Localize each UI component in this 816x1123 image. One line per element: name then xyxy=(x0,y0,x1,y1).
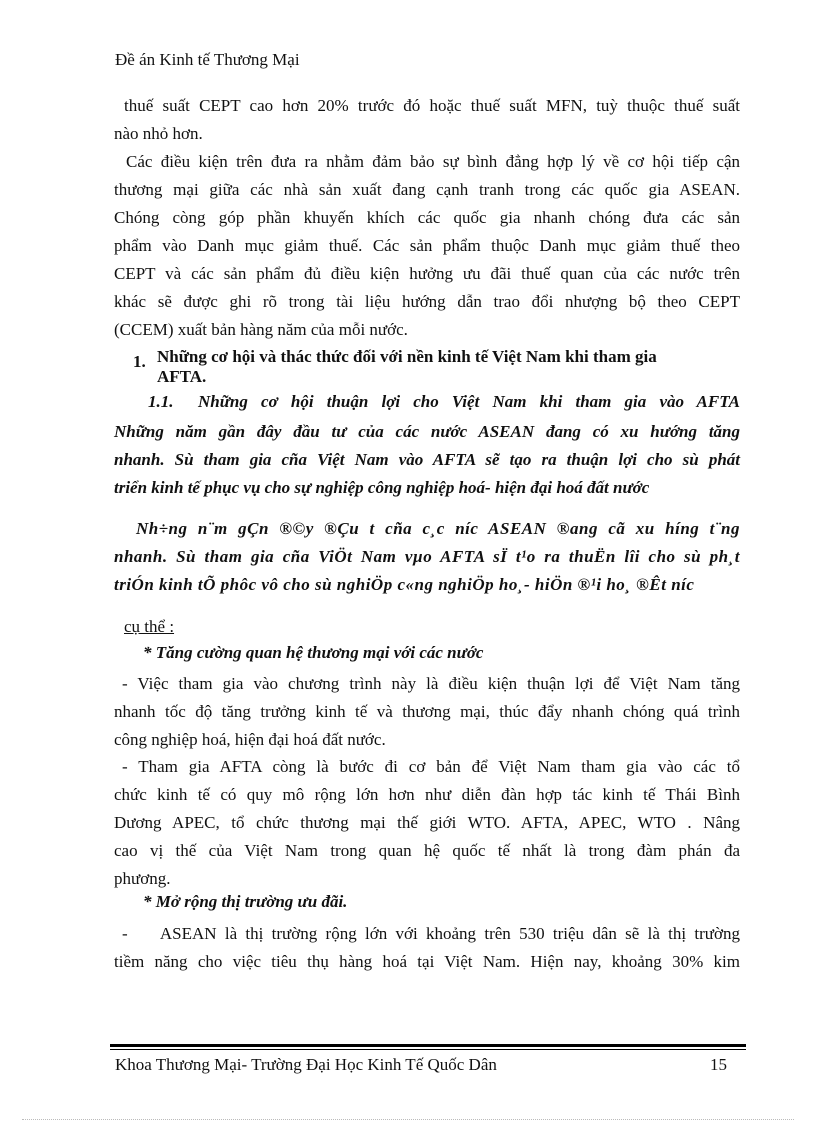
text-line: Dương APEC, tổ chức thương mại thế giới WTO. AFTA, APEC, WTO . Nâng xyxy=(114,813,740,832)
page-edge-divider xyxy=(22,1119,794,1120)
text-line: công nghiệp hoá, hiện đại hoá đất nước. xyxy=(114,730,386,749)
text-line: phương. xyxy=(114,869,171,888)
footer-text: Khoa Thương Mại- Trường Đại Học Kinh Tế Quốc Dân xyxy=(115,1055,497,1074)
paragraph-opportunities-garbled xyxy=(114,515,740,599)
paragraph-trade-2 xyxy=(114,753,740,893)
text-line: nhanh. Sù tham gia cña Việt Nam vào AFTA sẽ tạo ra thuận lợi cho sù phát xyxy=(114,450,740,469)
footer-rule-thick xyxy=(110,1044,746,1047)
paragraph-opportunities xyxy=(114,418,740,502)
section-number: 1. xyxy=(133,352,146,371)
text-line: khác sẽ được ghi rõ trong tài liệu hướng dẫn trao đổi nhượng bộ theo CEPT xyxy=(114,292,740,311)
text-line: cao vị thế của Việt Nam trong quan hệ quốc tế nhất là trong đàm phán đa xyxy=(114,841,740,860)
paragraph-market xyxy=(114,920,740,976)
subsection-title: Những cơ hội thuận lợi cho Việt Nam khi tham gia vào AFTA xyxy=(198,392,740,411)
text-line: (CCEM) xuất bản hàng năm của mỗi nước. xyxy=(114,320,408,339)
paragraph-cept-continuation xyxy=(114,92,740,148)
text-line: Những năm gần đây đầu tư của các nước ASEAN đang có xu hướng tăng xyxy=(114,422,740,441)
text-line: phẩm vào Danh mục giảm thuế. Các sản phẩm thuộc Danh mục giảm thuế theo xyxy=(114,236,740,255)
text-line: nhanh tốc độ tăng trưởng kinh tế và thương mại, thúc đẩy nhanh chóng quá trình xyxy=(114,702,740,721)
text-line: nào nhỏ hơn. xyxy=(114,124,203,143)
section-title-line2: AFTA. xyxy=(157,367,207,386)
text-line: nhanh. Sù tham gia cña ViÖt Nam vµo AFTA sÏ t¹o ra thuËn lîi cho sù ph¸t xyxy=(114,547,740,566)
text-line: Chóng còng góp phần khuyến khích các quốc gia nhanh chóng đưa các sản xyxy=(114,208,740,227)
paragraph-trade-1 xyxy=(114,670,740,754)
paragraph-conditions xyxy=(114,148,740,344)
heading-preferential-market: * Mở rộng thị trường ưu đãi. xyxy=(143,892,348,911)
subsection-number: 1.1. xyxy=(148,392,174,411)
section-title-line1: Những cơ hội và thác thức đối với nền kinh tế Việt Nam khi tham gia xyxy=(157,347,657,366)
text-line: triÓn kinh tÕ phôc vô cho sù nghiÖp c«ng nghiÖp ho¸- hiÖn ®¹i ho¸ ®Êt níc xyxy=(114,575,695,594)
text-line: thương mại giữa các nhà sản xuất đang cạnh tranh trong các quốc gia ASEAN. xyxy=(114,180,740,199)
text-line: Các điều kiện trên đưa ra nhằm đảm bảo sự bình đẳng hợp lý về cơ hội tiếp cận xyxy=(126,152,740,171)
text-line: Nh÷ng n¨m gÇn ®©y ®Çu t cña c¸c níc ASEAN ®ang cã xu híng t¨ng xyxy=(136,519,740,538)
page-header: Đề án Kinh tế Thương Mại xyxy=(115,50,300,69)
cu-the-label: cụ thể : xyxy=(124,617,175,636)
text-line: thuế suất CEPT cao hơn 20% trước đó hoặc thuế suất MFN, tuỳ thuộc thuế suất xyxy=(124,96,740,115)
text-line: tiềm năng cho việc tiêu thụ hàng hoá tại Việt Nam. Hiện nay, khoảng 30% kim xyxy=(114,952,740,971)
text-line: - Việc tham gia vào chương trình này là điều kiện thuận lợi để Việt Nam tăng xyxy=(122,674,740,693)
page-number: 15 xyxy=(710,1055,727,1074)
text-line: triển kinh tế phục vụ cho sự nghiệp công nghiệp hoá- hiện đại hoá đất nước xyxy=(114,478,650,497)
text-line: chức kinh tế có quy mô rộng lớn hơn như diễn đàn hợp tác kinh tế Thái Bình xyxy=(114,785,740,804)
text-line: - ASEAN là thị trường rộng lớn với khoảng trên 530 triệu dân sẽ là thị trường xyxy=(122,924,740,943)
text-line: - Tham gia AFTA còng là bước đi cơ bản để Việt Nam tham gia vào các tổ xyxy=(122,757,740,776)
footer-rule-thin xyxy=(110,1049,746,1050)
text-line: CEPT và các sản phẩm đủ điều kiện hưởng ưu đãi thuế quan của các nước trên xyxy=(114,264,740,283)
page-footer xyxy=(115,1055,729,1075)
heading-trade-relations: * Tăng cường quan hệ thương mại với các nước xyxy=(143,643,484,662)
